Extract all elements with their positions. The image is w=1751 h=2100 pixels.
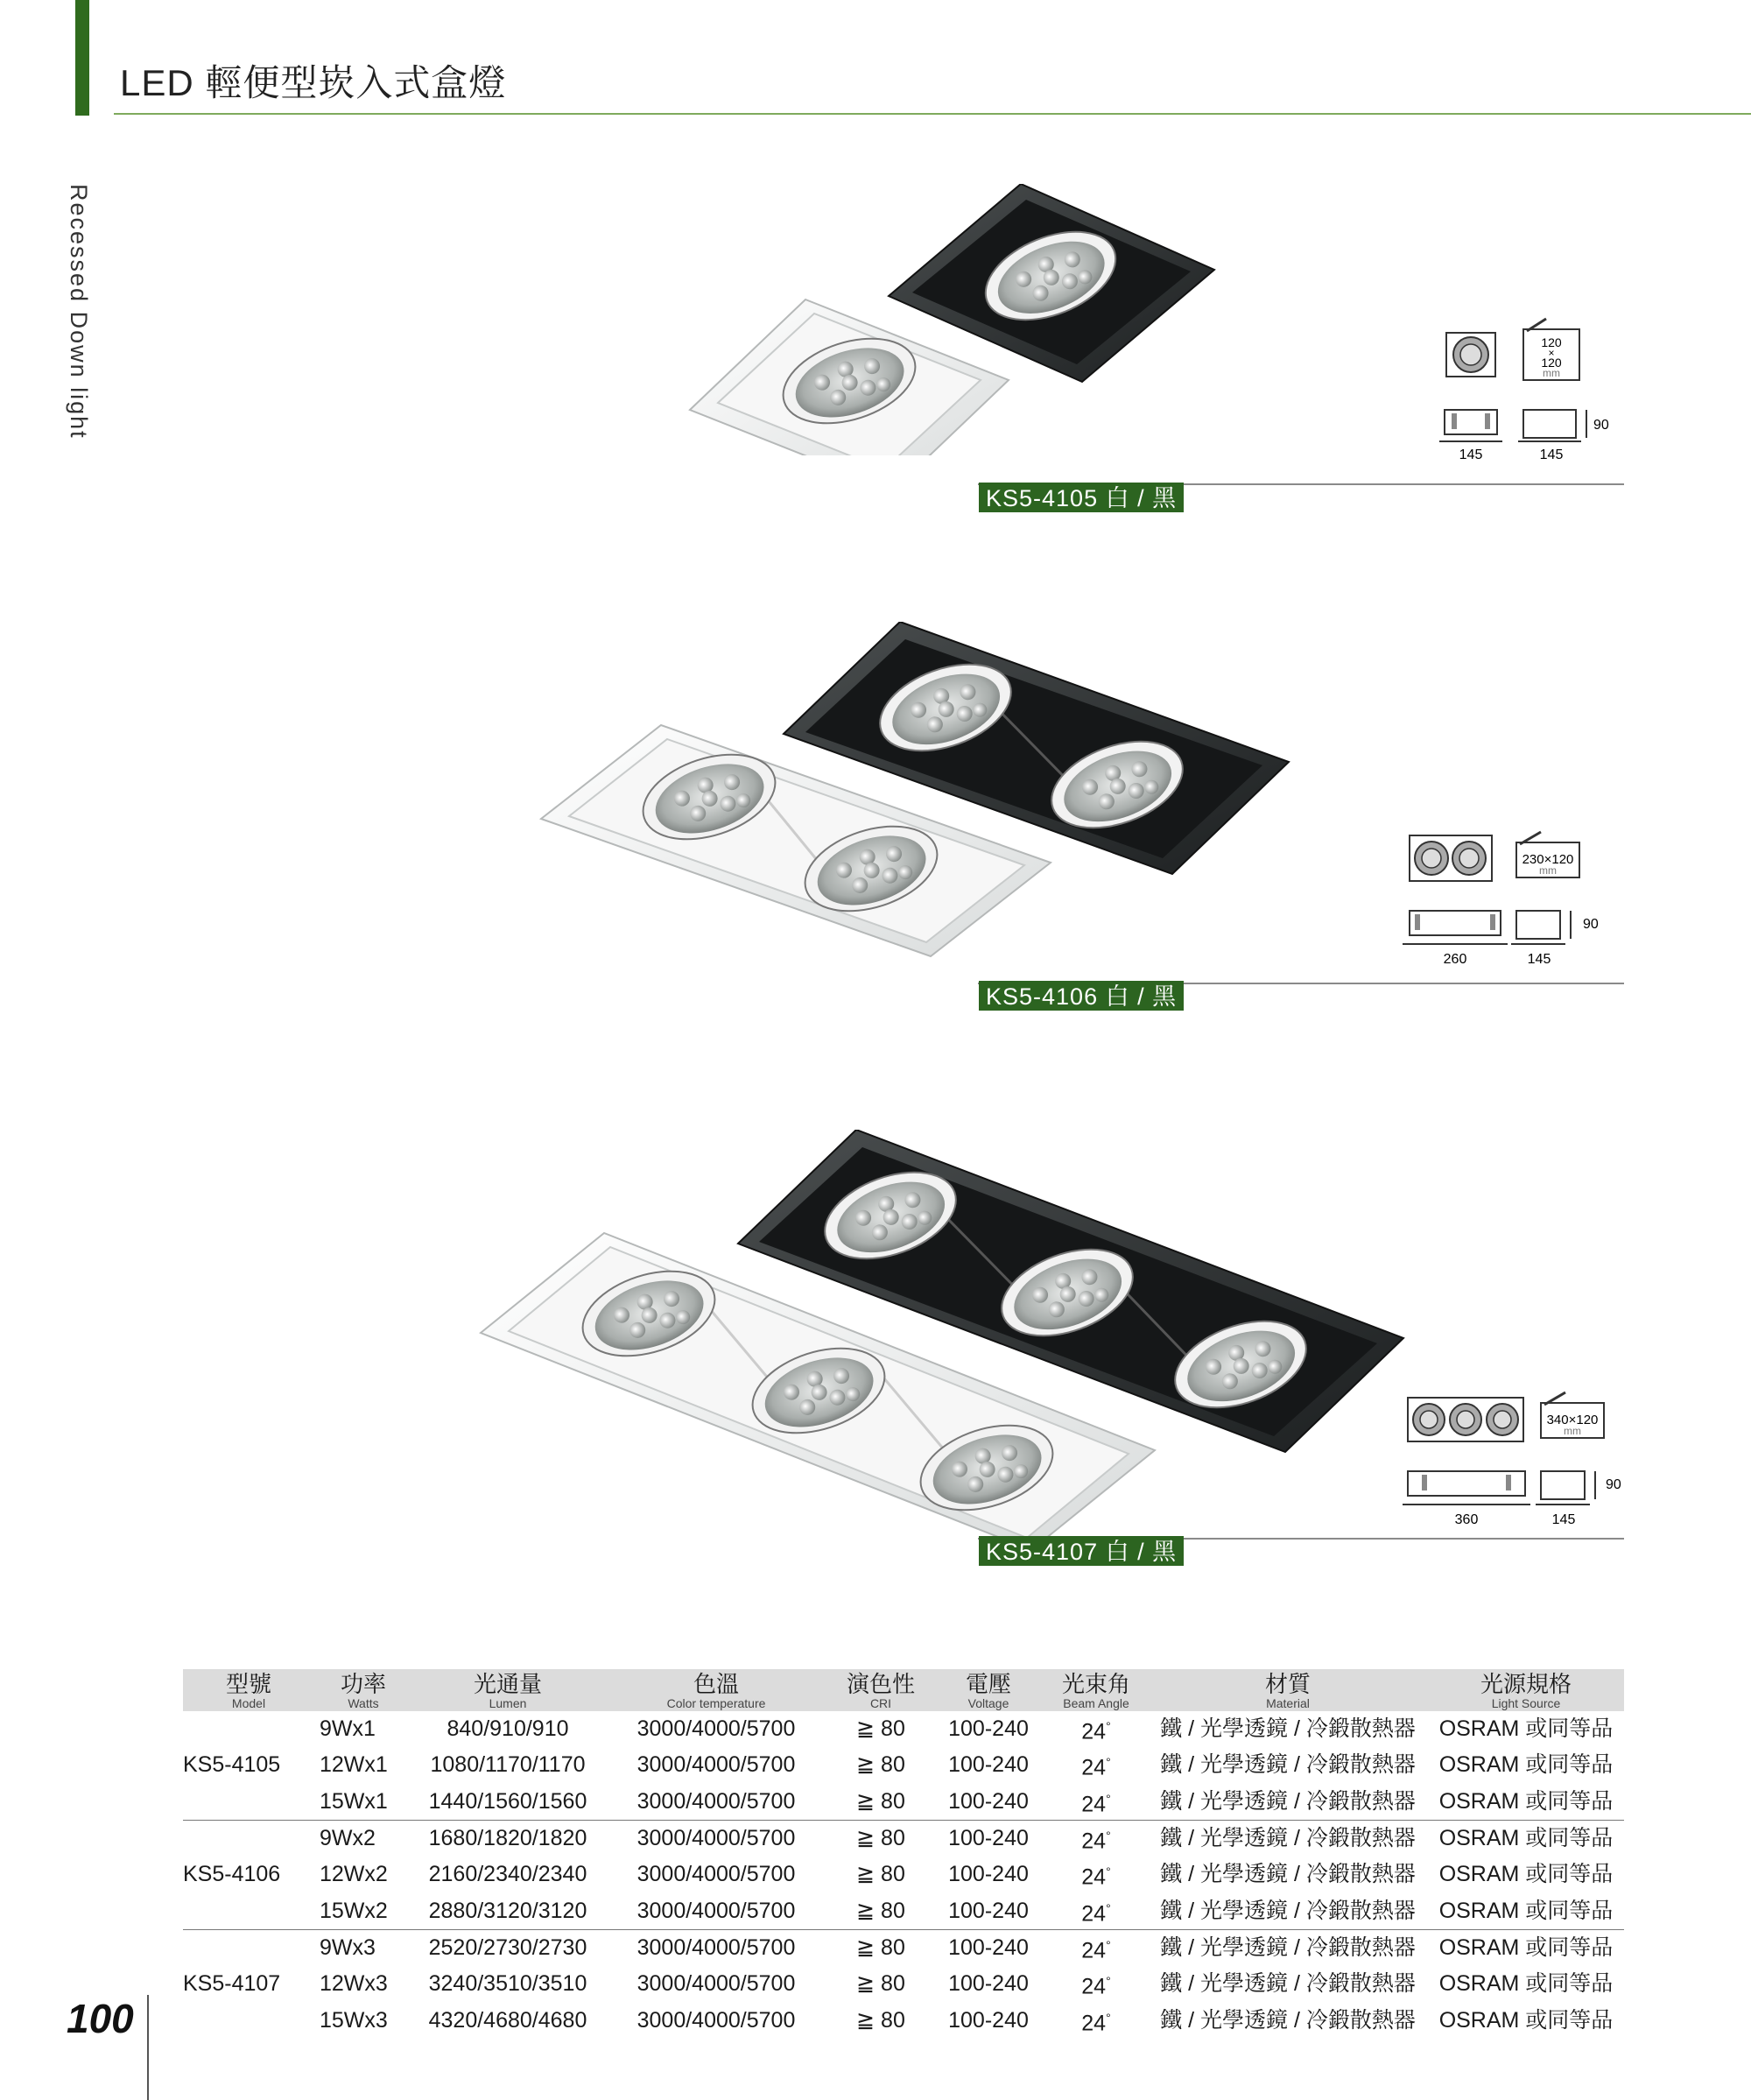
cell-voltage: 100-240	[948, 2007, 1029, 2033]
table-row	[183, 1747, 1624, 1783]
cell-cri: ≧ 80	[856, 1826, 905, 1851]
cell-lumen: 1080/1170/1170	[430, 1752, 586, 1778]
table-row	[183, 1820, 1624, 1857]
product-tag-ks5-4106: KS5-4106 白 / 黑	[979, 981, 1184, 1011]
cutout-dimension: 340×120	[1546, 1413, 1599, 1427]
cutout-dimension-2: 120	[1541, 356, 1562, 370]
cell-material: 鐵 / 光學透鏡 / 冷鍛散熱器	[1160, 1862, 1416, 1887]
product-photo-ks5-4107	[477, 1130, 1405, 1559]
cell-model: KS5-4105	[183, 1752, 281, 1778]
col-header-model: 型號 Model	[183, 1669, 314, 1711]
cell-voltage: 100-240	[932, 1893, 1044, 1930]
cell-model	[183, 1929, 314, 1966]
cell-source: OSRAM 或同等品	[1438, 1935, 1614, 1961]
col-header-color-temperature: 色溫 Color temperature	[603, 1669, 829, 1711]
cell-model	[183, 1820, 314, 1857]
cell-beam: 24°	[1081, 1974, 1111, 1999]
cell-watts: 12Wx3	[320, 1971, 388, 1997]
cell-watts: 15Wx2	[314, 1893, 412, 1930]
cell-lumen: 1440/1560/1560	[412, 1784, 603, 1821]
cell-beam: 24°	[1081, 2010, 1111, 2035]
cell-cct: 3000/4000/5700	[603, 1893, 829, 1930]
cell-source: OSRAM 或同等品	[1438, 1971, 1614, 1997]
cell-material: 鐵 / 光學透鏡 / 冷鍛散熱器	[1160, 1935, 1416, 1961]
table-row	[183, 1966, 1624, 2002]
cell-lumen: 4320/4680/4680	[428, 2007, 587, 2033]
cell-lumen: 840/910/910	[447, 1716, 569, 1742]
cell-watts: 9Wx1	[320, 1716, 376, 1742]
cell-source: OSRAM 或同等品	[1438, 1862, 1614, 1887]
product-photo-ks5-4106	[534, 622, 1296, 972]
cell-source: OSRAM 或同等品	[1438, 1826, 1614, 1851]
cell-beam: 24°	[1081, 1864, 1111, 1890]
cell-cri: ≧ 80	[829, 1784, 932, 1821]
cell-material: 鐵 / 光學透鏡 / 冷鍛散熱器	[1160, 1971, 1416, 1997]
product-tag-ks5-4107: KS5-4107 白 / 黑	[979, 1536, 1184, 1566]
cell-lumen: 1680/1820/1820	[428, 1826, 587, 1851]
width-dimension: 260	[1443, 952, 1467, 967]
table-row	[183, 1784, 1624, 1821]
cell-watts: 12Wx1	[320, 1752, 388, 1778]
page-title: LED 輕便型崁入式盒燈	[120, 62, 507, 103]
col-header-material: 材質 Material	[1148, 1669, 1428, 1711]
cell-material: 鐵 / 光學透鏡 / 冷鍛散熱器	[1160, 2007, 1416, 2033]
col-header-watts: 功率 Watts	[314, 1669, 412, 1711]
depth-dimension: 145	[1551, 1512, 1576, 1527]
cell-voltage: 100-240	[948, 1752, 1029, 1778]
cell-watts: 9Wx2	[320, 1826, 376, 1851]
cell-model	[183, 2003, 314, 2039]
cell-cri: ≧ 80	[856, 1752, 905, 1778]
table-row	[183, 2003, 1624, 2039]
page-number: 100	[67, 1996, 134, 2041]
table-row	[183, 1929, 1624, 1966]
cell-voltage: 100-240	[932, 1784, 1044, 1821]
cell-cri: ≧ 80	[856, 1862, 905, 1887]
cell-beam: 24°	[1081, 1719, 1111, 1744]
cell-cct: 3000/4000/5700	[636, 1971, 796, 1997]
product-photo-ks5-4105	[683, 184, 1226, 455]
col-header-beam-angle: 光束角 Beam Angle	[1044, 1669, 1148, 1711]
cell-beam: 24°	[1044, 1784, 1148, 1821]
spec-table	[183, 1669, 1624, 2039]
cell-material: 鐵 / 光學透鏡 / 冷鍛散熱器	[1148, 1784, 1428, 1821]
table-row	[183, 1711, 1624, 1747]
cell-model: KS5-4107	[183, 1971, 281, 1997]
cell-watts: 15Wx1	[314, 1784, 412, 1821]
cell-beam: 24°	[1081, 1937, 1111, 1963]
cell-source: OSRAM 或同等品	[1438, 1716, 1614, 1742]
cell-cct: 3000/4000/5700	[603, 1784, 829, 1821]
cell-material: 鐵 / 光學透鏡 / 冷鍛散熱器	[1160, 1716, 1416, 1742]
col-header-lumen: 光通量 Lumen	[412, 1669, 603, 1711]
height-dimension: 90	[1593, 418, 1609, 433]
cell-source: OSRAM 或同等品	[1438, 2007, 1614, 2033]
cell-cct: 3000/4000/5700	[636, 1826, 796, 1851]
cell-voltage: 100-240	[948, 1935, 1029, 1961]
cell-cri: ≧ 80	[856, 1716, 905, 1742]
cell-cri: ≧ 80	[856, 2007, 905, 2033]
side-category-label: Recessed Down light	[66, 184, 92, 440]
table-header-row	[183, 1669, 1624, 1711]
header-accent-bar	[75, 0, 89, 116]
height-dimension: 90	[1583, 917, 1599, 932]
cell-material: 鐵 / 光學透鏡 / 冷鍛散熱器	[1160, 1826, 1416, 1851]
cell-source: OSRAM 或同等品	[1438, 1752, 1614, 1778]
cell-voltage: 100-240	[948, 1826, 1029, 1851]
cell-material: 鐵 / 光學透鏡 / 冷鍛散熱器	[1160, 1752, 1416, 1778]
table-row	[183, 1857, 1624, 1892]
cell-cct: 3000/4000/5700	[636, 1716, 796, 1742]
cell-model	[183, 1893, 314, 1930]
dimension-drawing-ks5-4105	[1436, 315, 1646, 464]
page-number-rule	[147, 1995, 149, 2100]
cell-beam: 24°	[1081, 1828, 1111, 1854]
cell-cri: ≧ 80	[856, 1971, 905, 1997]
cell-material: 鐵 / 光學透鏡 / 冷鍛散熱器	[1148, 1893, 1428, 1930]
cell-voltage: 100-240	[948, 1971, 1029, 1997]
cell-lumen: 2520/2730/2730	[428, 1935, 587, 1961]
dimension-drawing-ks5-4106	[1401, 823, 1646, 972]
cell-source: OSRAM 或同等品	[1428, 1784, 1624, 1821]
cell-lumen: 2160/2340/2340	[428, 1862, 587, 1887]
cell-source: OSRAM 或同等品	[1428, 1893, 1624, 1930]
cell-beam: 24°	[1044, 1893, 1148, 1930]
cell-cct: 3000/4000/5700	[636, 1752, 796, 1778]
depth-dimension: 145	[1539, 447, 1564, 462]
cutout-dimension: 230×120	[1522, 852, 1574, 867]
unit-label: mm	[1543, 367, 1560, 379]
cell-model	[183, 1711, 314, 1747]
cell-voltage: 100-240	[948, 1862, 1029, 1887]
unit-label: mm	[1564, 1425, 1581, 1437]
col-header-voltage: 電壓 Voltage	[932, 1669, 1044, 1711]
table-row	[183, 1893, 1624, 1930]
width-dimension: 145	[1459, 447, 1483, 462]
cell-model: KS5-4106	[183, 1862, 281, 1887]
title-rule	[114, 113, 1751, 115]
cell-watts: 12Wx2	[320, 1862, 388, 1887]
col-header-light-source: 光源規格 Light Source	[1428, 1669, 1624, 1711]
width-dimension: 360	[1454, 1512, 1479, 1527]
cell-model	[183, 1784, 314, 1821]
cell-cri: ≧ 80	[856, 1935, 905, 1961]
height-dimension: 90	[1606, 1477, 1621, 1492]
cutout-x: ×	[1548, 347, 1555, 359]
product-tag-ks5-4105: KS5-4105 白 / 黑	[979, 483, 1184, 512]
cell-cri: ≧ 80	[829, 1893, 932, 1930]
col-header-cri: 演色性 CRI	[829, 1669, 932, 1711]
cell-lumen: 3240/3510/3510	[428, 1971, 587, 1997]
cell-lumen: 2880/3120/3120	[412, 1893, 603, 1930]
depth-dimension: 145	[1527, 952, 1551, 967]
unit-label: mm	[1539, 864, 1557, 877]
cell-cct: 3000/4000/5700	[636, 1862, 796, 1887]
cutout-dimension: 120	[1541, 335, 1562, 349]
cell-cct: 3000/4000/5700	[636, 2007, 796, 2033]
dimension-drawing-ks5-4107	[1401, 1384, 1655, 1533]
cell-watts: 9Wx3	[320, 1935, 376, 1961]
cell-cct: 3000/4000/5700	[636, 1935, 796, 1961]
cell-watts: 15Wx3	[320, 2007, 388, 2033]
cell-beam: 24°	[1081, 1755, 1111, 1780]
cell-voltage: 100-240	[948, 1716, 1029, 1742]
